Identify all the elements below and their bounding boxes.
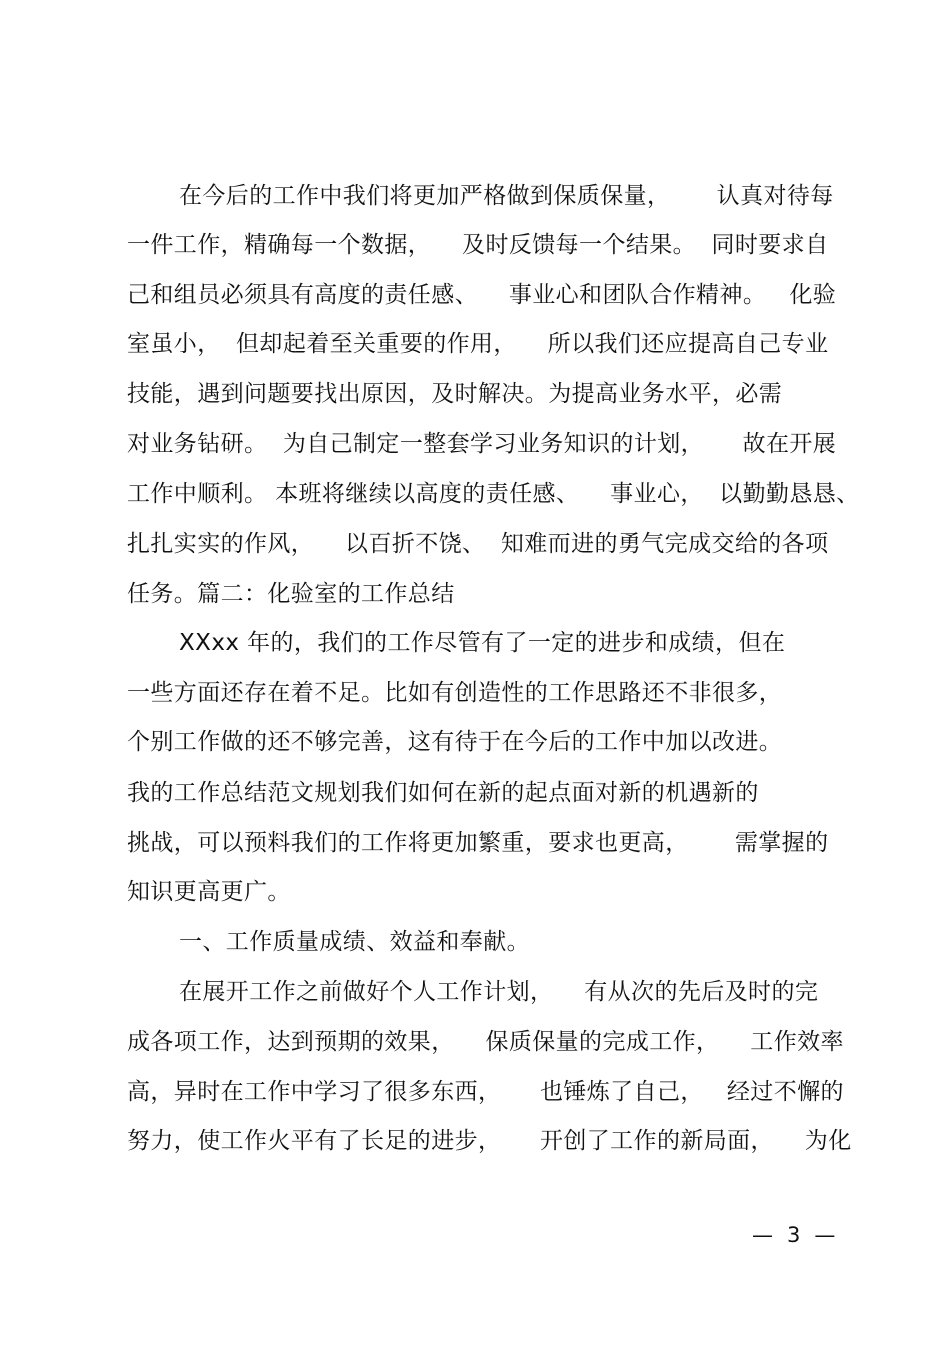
paragraph-line: 任务。篇二：化验室的工作总结	[127, 581, 455, 607]
paragraph-line: 成各项工作，达到预期的效果， 保质保量的完成工作， 工作效率	[127, 1029, 844, 1055]
paragraph-line: 努力，使工作火平有了长足的进步， 开创了工作的新局面， 为化	[127, 1128, 852, 1154]
paragraph-line: 技能，遇到问题要找出原因，及时解决。为提高业务水平，必需	[127, 381, 783, 407]
page-footer	[752, 1220, 842, 1250]
footer-dash-right: —	[814, 1223, 836, 1247]
paragraph-line: 高，异时在工作中学习了很多东西， 也锤炼了自己， 经过不懈的	[127, 1079, 844, 1105]
page-number: 3	[787, 1223, 801, 1247]
paragraph-line: 在展开工作之前做好个人工作计划， 有从次的先后及时的完	[179, 979, 819, 1005]
paragraph-line: 工作中顺利。 本班将继续以高度的责任感、 事业心， 以勤勤恳恳、	[127, 481, 860, 507]
paragraph-line: XXxx 年的，我们的工作尽管有了一定的进步和成绩，但在	[179, 630, 786, 656]
paragraph-line: 一件工作，精确每一个数据， 及时反馈每一个结果。 同时要求自	[127, 232, 829, 258]
paragraph-line: 己和组员必须具有高度的责任感、 事业心和团队合作精神。 化验	[127, 282, 837, 308]
paragraph-line: 室虽小， 但却起着至关重要的作用， 所以我们还应提高自己专业	[127, 331, 829, 357]
paragraph-line: 挑战，可以预料我们的工作将更加繁重，要求也更高， 需掌握的	[127, 830, 829, 856]
footer-dash-left: —	[752, 1223, 773, 1247]
paragraph-line: 在今后的工作中我们将更加严格做到保质保量， 认真对待每	[179, 183, 834, 209]
paragraph-line: 知识更高更广。	[127, 879, 291, 905]
paragraph-line: 对业务钻研。 为自己制定一整套学习业务知识的计划， 故在开展	[127, 431, 837, 457]
paragraph-line: 一些方面还存在着不足。比如有创造性的工作思路还不非很多，	[127, 680, 783, 706]
section-heading: 一、工作质量成绩、效益和奉献。	[179, 929, 530, 955]
paragraph-line: 我的工作总结范文规划我们如何在新的起点面对新的机遇新的	[127, 780, 759, 806]
paragraph-line: 个别工作做的还不够完善，这有待于在今后的工作中加以改进。	[127, 729, 783, 755]
paragraph-line: 扎扎实实的作风， 以百折不饶、 知难而进的勇气完成交给的各项	[127, 531, 829, 557]
